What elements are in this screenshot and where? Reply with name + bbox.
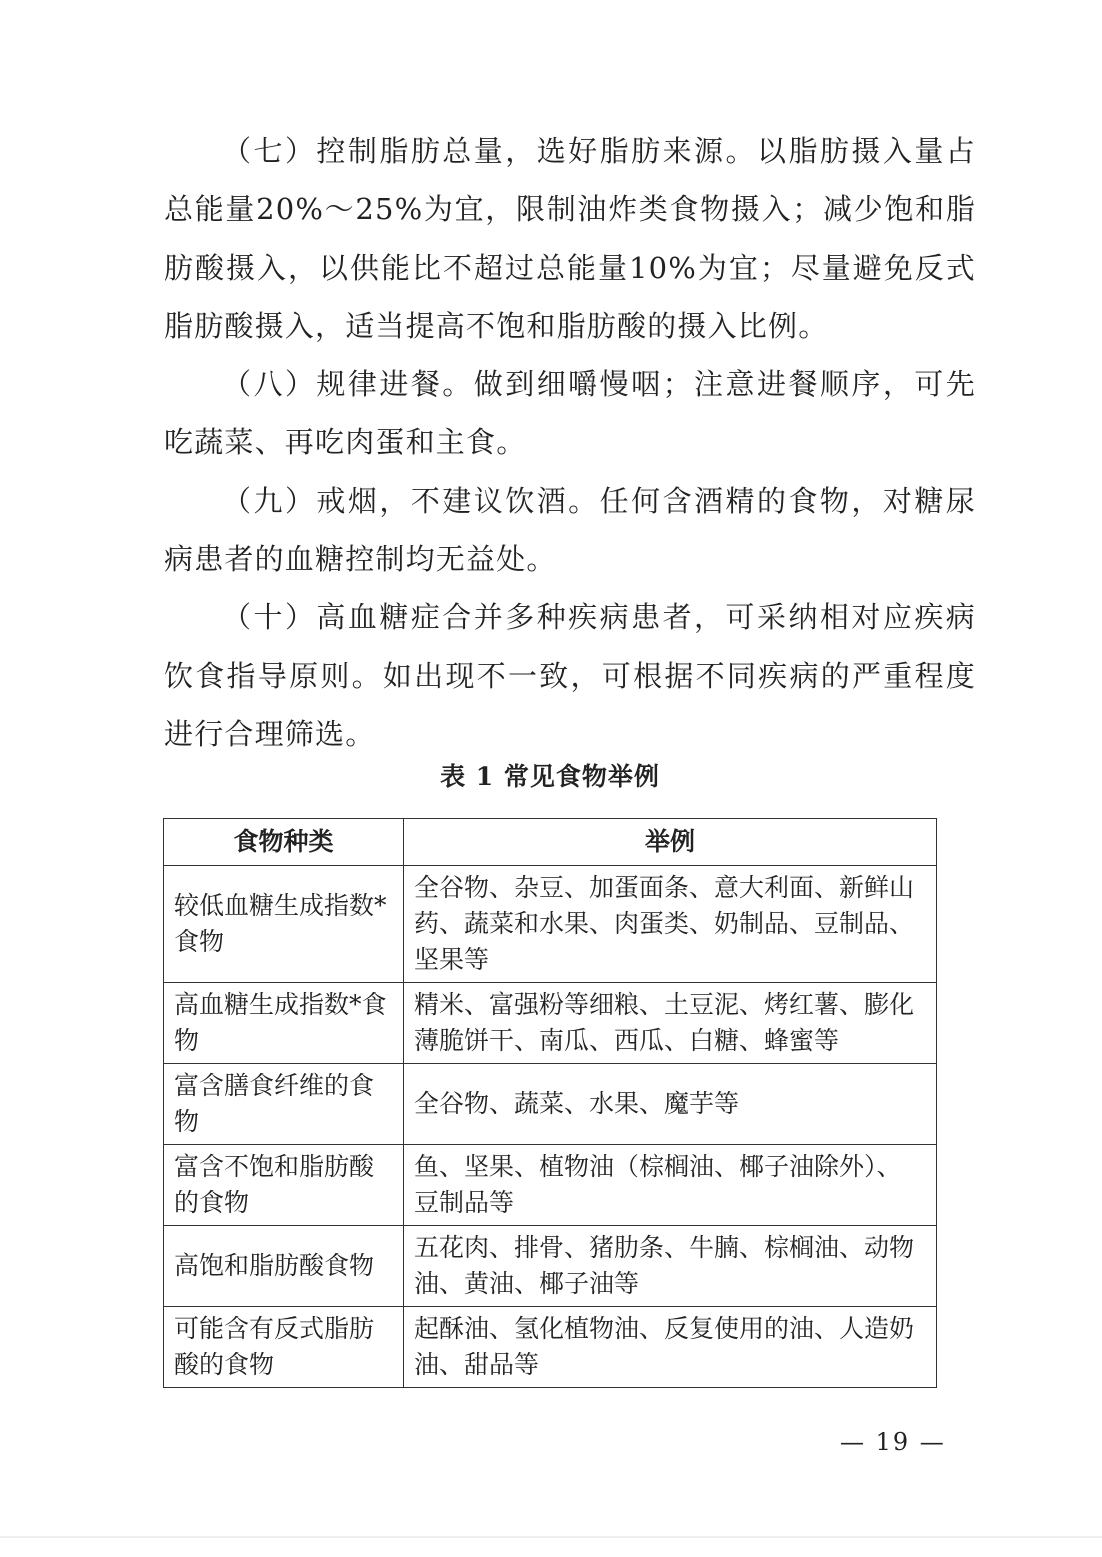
examples-cell: 鱼、坚果、植物油（棕榈油、椰子油除外）、豆制品等 <box>404 1145 937 1226</box>
examples-cell: 五花肉、排骨、猪肋条、牛腩、棕榈油、动物油、黄油、椰子油等 <box>404 1226 937 1307</box>
page-number: — 19 — <box>840 1428 946 1456</box>
examples-cell: 精米、富强粉等细粮、土豆泥、烤红薯、膨化薄脆饼干、南瓜、西瓜、白糖、蜂蜜等 <box>404 983 937 1064</box>
scan-edge-divider <box>0 1536 1102 1538</box>
table-row <box>164 1145 937 1226</box>
food-examples-table <box>163 818 937 1388</box>
food-type-cell: 高饱和脂肪酸食物 <box>164 1226 404 1307</box>
body-text <box>164 122 976 763</box>
food-type-cell: 较低血糖生成指数*食物 <box>164 866 404 983</box>
table-row <box>164 1064 937 1145</box>
paragraph-comorbidities: （十）高血糖症合并多种疾病患者，可采纳相对应疾病饮食指导原则。如出现不一致，可根据不同疾病的严重程度进行合理筛选。 <box>164 600 976 751</box>
header-food-type: 食物种类 <box>164 819 404 866</box>
examples-cell: 全谷物、杂豆、加蛋面条、意大利面、新鲜山药、蔬菜和水果、肉蛋类、奶制品、豆制品、坚果等 <box>404 866 937 983</box>
header-examples: 举例 <box>404 819 937 866</box>
table-row <box>164 866 937 983</box>
table-row <box>164 983 937 1064</box>
food-type-cell: 富含膳食纤维的食物 <box>164 1064 404 1145</box>
table-title: 表 1 常见食物举例 <box>440 762 660 791</box>
food-type-cell: 富含不饱和脂肪酸的食物 <box>164 1145 404 1226</box>
food-type-cell: 高血糖生成指数*食物 <box>164 983 404 1064</box>
table-row <box>164 1226 937 1307</box>
paragraph-fat-control: （七）控制脂肪总量，选好脂肪来源。以脂肪摄入量占总能量20%～25%为宜，限制油炸类食物摄入；减少饱和脂肪酸摄入，以供能比不超过总能量10%为宜；尽量避免反式脂肪酸摄入，适当提高不饱和脂肪酸的摄入比例。 <box>164 134 976 343</box>
examples-cell: 起酥油、氢化植物油、反复使用的油、人造奶油、甜品等 <box>404 1307 937 1388</box>
table-row <box>164 1307 937 1388</box>
paragraph-no-smoking-drinking: （九）戒烟，不建议饮酒。任何含酒精的食物，对糖尿病患者的血糖控制均无益处。 <box>164 483 976 577</box>
table-header-row <box>164 819 937 866</box>
food-type-cell: 可能含有反式脂肪酸的食物 <box>164 1307 404 1388</box>
paragraph-regular-meals: （八）规律进餐。做到细嚼慢咽；注意进餐顺序，可先吃蔬菜、再吃肉蛋和主食。 <box>164 367 976 460</box>
examples-cell: 全谷物、蔬菜、水果、魔芋等 <box>404 1064 937 1145</box>
